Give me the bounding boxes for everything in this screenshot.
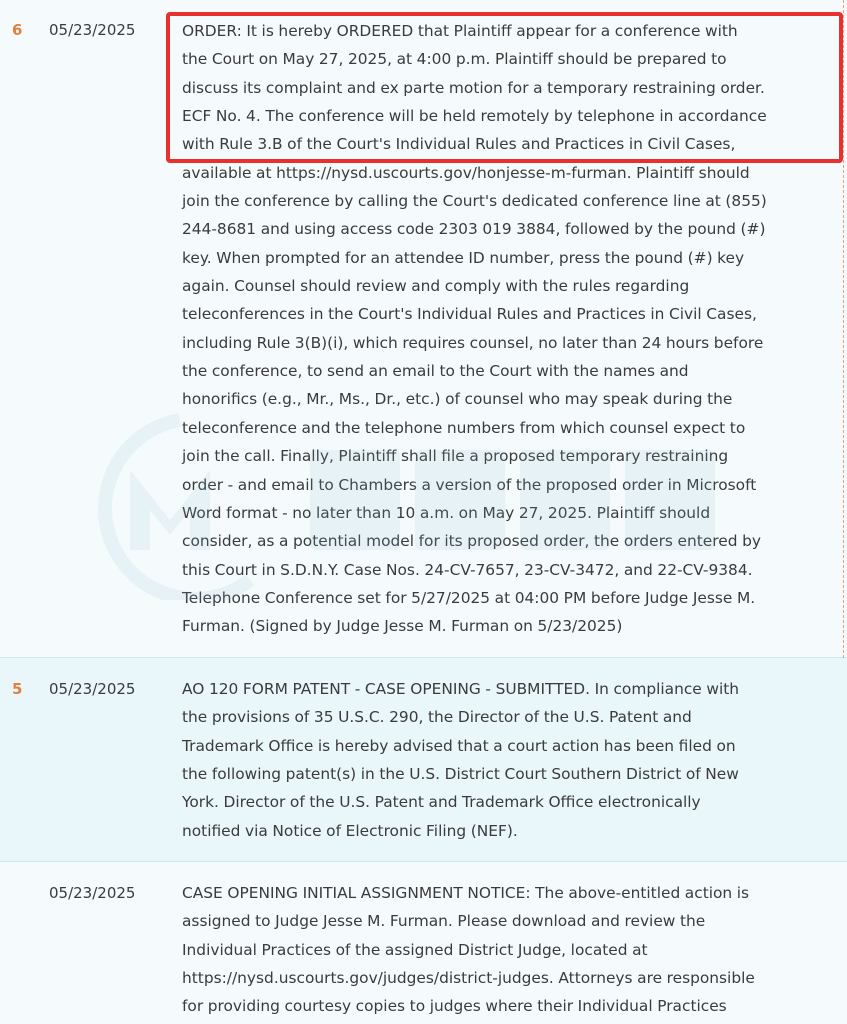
entry-text-line: Telephone Conference set for 5/27/2025 at 04:00 PM before Judge Jesse M. [182, 588, 756, 607]
entry-text-line: teleconferences in the Court's Individual Rules and Practices in Civil Cases, [182, 305, 757, 324]
entry-text-line: discuss its complaint and ex parte motion for a temporary restraining order. [182, 78, 765, 97]
entry-text-line: with Rule 3.B of the Court's Individual Rules and Practices in Civil Cases, [182, 135, 736, 154]
entry-text-line: teleconference and the telephone numbers from which counsel expect to [182, 418, 746, 437]
entry-text-line: consider, as a potential model for its proposed order, the orders entered by [182, 532, 761, 551]
docket-entry [0, 862, 847, 1024]
entry-text-line: Trademark Office is hereby advised that a court action has been filed on [182, 736, 736, 755]
entry-text [182, 17, 827, 641]
entry-text-line: 244-8681 and using access code 2303 019 3884, followed by the pound (#) [182, 220, 766, 239]
entry-text-line: ECF No. 4. The conference will be held remotely by telephone in accordance [182, 107, 767, 126]
entry-date: 05/23/2025 [49, 680, 136, 698]
docket-entry [0, 658, 847, 862]
entry-text-line: Furman. (Signed by Judge Jesse M. Furman on 5/23/2025) [182, 617, 623, 636]
entry-text [182, 879, 827, 1021]
entry-text-line: this Court in S.D.N.Y. Case Nos. 24-CV-7657, 23-CV-3472, and 22-CV-9384. [182, 560, 753, 579]
entry-text-line: order - and email to Chambers a version of the proposed order in Microsoft [182, 475, 757, 494]
entry-text-line: the conference, to send an email to the Court with the names and [182, 362, 689, 381]
entry-text-line: https://nysd.uscourts.gov/judges/district-judges. Attorneys are responsible [182, 969, 755, 988]
entry-text-line: assigned to Judge Jesse M. Furman. Please download and review the [182, 912, 706, 931]
entry-text-line: notified via Notice of Electronic Filing (NEF). [182, 821, 518, 840]
entry-text-line: join the conference by calling the Court's dedicated conference line at (855) [182, 192, 767, 211]
entry-date: 05/23/2025 [49, 884, 136, 902]
entry-text-line: join the call. Finally, Plaintiff shall file a proposed temporary restraining [182, 447, 729, 466]
entry-text-line: honorifics (e.g., Mr., Ms., Dr., etc.) of counsel who may speak during the [182, 390, 733, 409]
entry-text-line: again. Counsel should review and comply with the rules regarding [182, 277, 690, 296]
entry-text-line: CASE OPENING INITIAL ASSIGNMENT NOTICE: The above-entitled action is [182, 884, 750, 902]
entry-date: 05/23/2025 [49, 21, 136, 39]
entry-text-line: for providing courtesy copies to judges where their Individual Practices [182, 997, 727, 1016]
entry-text-line: Individual Practices of the assigned District Judge, located at [182, 940, 648, 959]
entry-text-line: the provisions of 35 U.S.C. 290, the Director of the U.S. Patent and [182, 708, 692, 727]
column-divider [843, 0, 844, 658]
entry-text-line: AO 120 FORM PATENT - CASE OPENING - SUBMITTED. In compliance with [182, 680, 740, 698]
entry-number[interactable]: 5 [12, 680, 23, 698]
entry-text-line: York. Director of the U.S. Patent and Trademark Office electronically [182, 793, 701, 812]
entry-text-line: the Court on May 27, 2025, at 4:00 p.m. Plaintiff should be prepared to [182, 50, 727, 69]
entry-text-line: the following patent(s) in the U.S. District Court Southern District of New [182, 765, 739, 784]
entry-text-line: available at https://nysd.uscourts.gov/honjesse-m-furman. Plaintiff should [182, 163, 750, 182]
entry-number[interactable]: 6 [12, 21, 23, 39]
entry-text-line: including Rule 3(B)(i), which requires counsel, no later than 24 hours before [182, 333, 764, 352]
entry-text [182, 675, 827, 845]
entry-text-line: ORDER: It is hereby ORDERED that Plaintiff appear for a conference with [182, 22, 738, 40]
entry-text-line: key. When prompted for an attendee ID number, press the pound (#) key [182, 248, 745, 267]
entry-text-line: Word format - no later than 10 a.m. on May 27, 2025. Plaintiff should [182, 503, 711, 522]
